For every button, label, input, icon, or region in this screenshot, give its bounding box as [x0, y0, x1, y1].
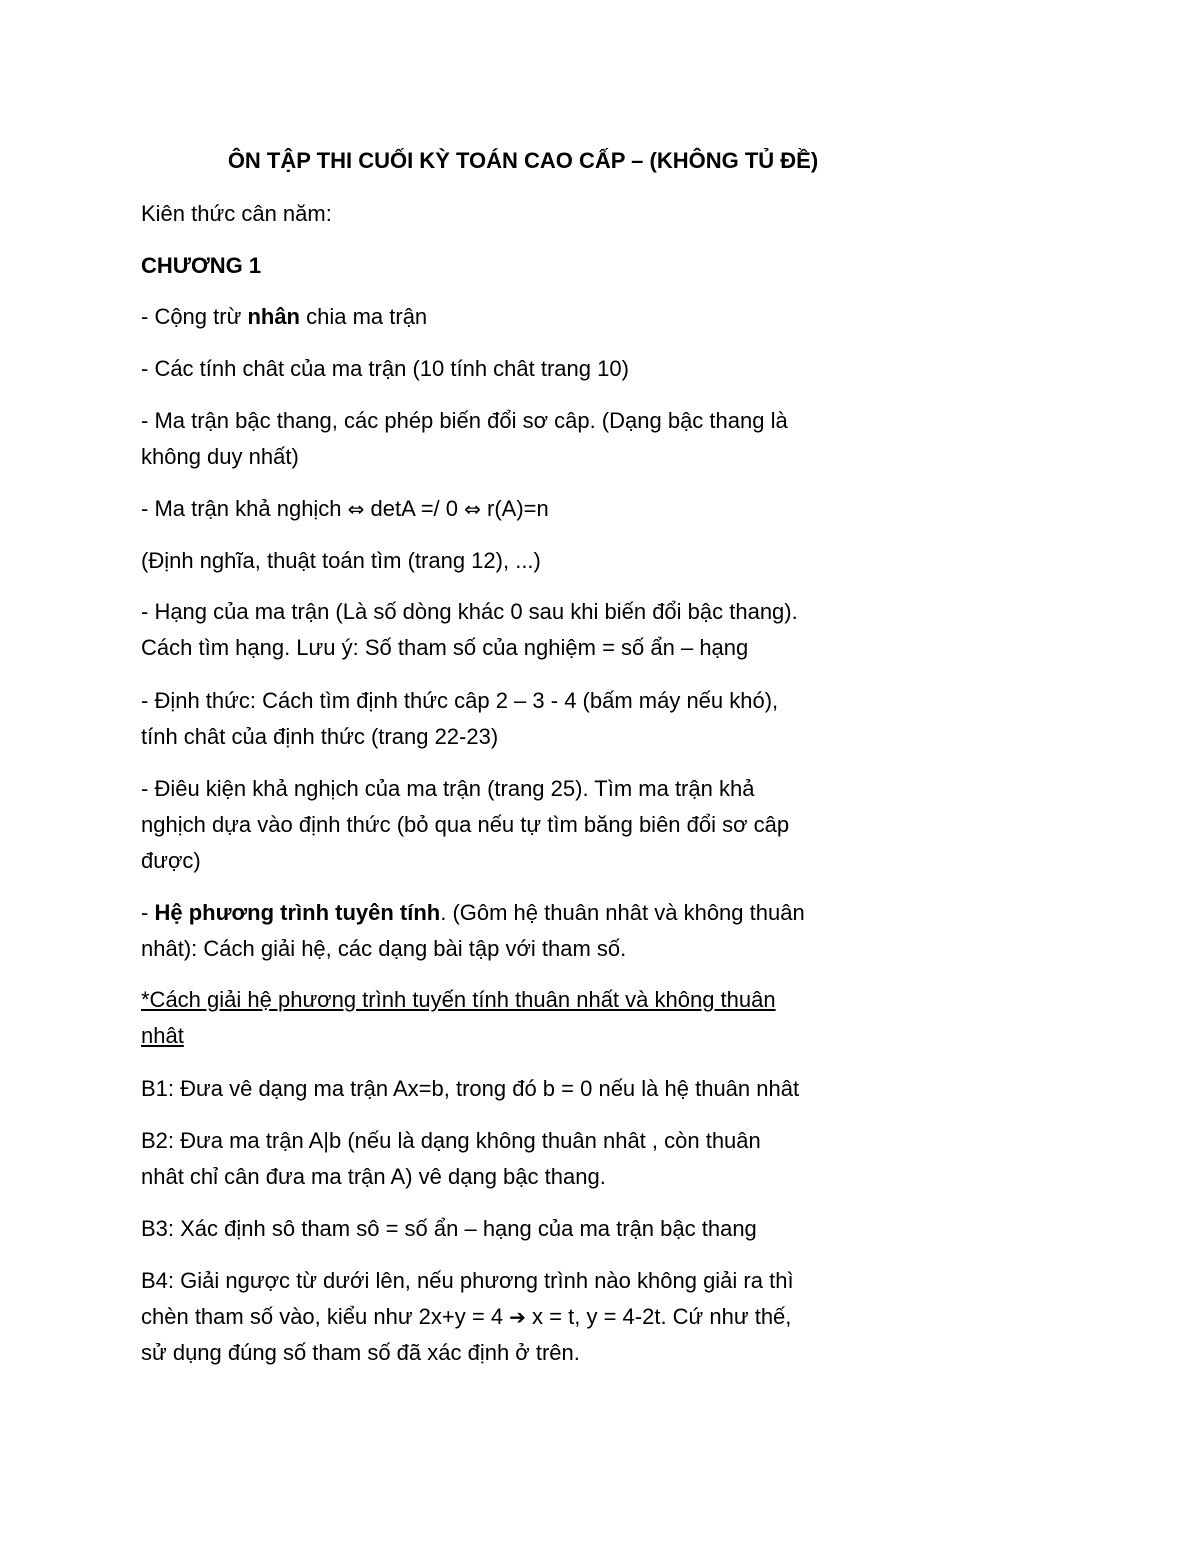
item-6-line-1: - Hạng của ma trận (Là số dòng khác 0 sau khi biến đổi bậc thang). — [141, 599, 798, 624]
item-4-post: r(A)=n — [480, 496, 549, 521]
step-b2-line-1: B2: Đưa ma trận A|b (nếu là dạng không thuân nhât , còn thuân — [141, 1128, 761, 1153]
document-title: ÔN TẬP THI CUỐI KỲ TOÁN CAO CẤP – (KHÔNG TỦ ĐỀ) — [227, 148, 819, 173]
method-heading — [141, 982, 901, 1054]
item-1 — [141, 299, 901, 335]
intro-text: Kiên thức cân năm: — [141, 201, 332, 226]
item-8 — [141, 771, 901, 879]
method-line-1: *Cách giải hệ phương trình tuyến tính thuân nhất và không thuân — [141, 987, 776, 1012]
step-b3: B3: Xác định sô tham sô = số ẩn – hạng của ma trận bậc thang — [141, 1216, 757, 1241]
equivalence-icon: ⇔ — [347, 497, 365, 521]
step-b4-line-2 — [141, 1299, 901, 1335]
item-5: (Định nghĩa, thuật toán tìm (trang 12), ...) — [141, 548, 541, 573]
item-9 — [141, 895, 901, 967]
item-1-bold: nhân — [247, 304, 300, 329]
step-b4-line-3: sử dụng đúng số tham số đã xác định ở trên. — [141, 1340, 580, 1365]
item-9-line-1 — [141, 895, 901, 931]
item-4-pre: - Ma trận khả nghịch — [141, 496, 348, 521]
item-1-post: chia ma trận — [300, 304, 428, 329]
item-4-mid: detA =/ 0 — [364, 496, 465, 521]
item-2: - Các tính chât của ma trận (10 tính chât trang 10) — [141, 356, 629, 381]
chapter-heading: CHƯƠNG 1 — [141, 253, 262, 278]
item-9-line-2: nhât): Cách giải hệ, các dạng bài tập với tham số. — [141, 936, 627, 961]
item-7-line-1: - Định thức: Cách tìm định thức câp 2 – 3 - 4 (bấm máy nếu khó), — [141, 688, 779, 713]
step-b4-line-1: B4: Giải ngược từ dưới lên, nếu phương trình nào không giải ra thì — [141, 1268, 794, 1293]
step-b2 — [141, 1123, 901, 1195]
item-8-line-2: nghịch dựa vào định thức (bỏ qua nếu tự tìm băng biên đổi sơ câp — [141, 812, 790, 837]
item-4 — [141, 491, 901, 527]
item-9-pre: - — [141, 900, 155, 925]
step-b4-line-2-post: x = t, y = 4-2t. Cứ như thế, — [525, 1304, 792, 1329]
item-7-line-2: tính chât của định thức (trang 22-23) — [141, 724, 499, 749]
step-b4-line-2-pre: chèn tham số vào, kiểu như 2x+y = 4 — [141, 1304, 510, 1329]
method-line-2: nhât — [141, 1023, 184, 1048]
step-b4 — [141, 1263, 901, 1371]
item-6 — [141, 594, 901, 666]
item-9-bold: Hệ phương trình tuyên tính — [154, 900, 441, 925]
item-3-line-2: không duy nhất) — [141, 444, 299, 469]
step-b2-line-2: nhât chỉ cân đưa ma trận A) vê dạng bậc thang. — [141, 1164, 606, 1189]
equivalence-icon: ⇔ — [464, 497, 481, 521]
arrow-right-icon: ➔ — [509, 1305, 526, 1329]
item-7 — [141, 683, 901, 755]
item-8-line-3: được) — [141, 848, 201, 873]
item-3 — [141, 403, 901, 475]
step-b1: B1: Đưa vê dạng ma trận Ax=b, trong đó b = 0 nếu là hệ thuân nhât — [141, 1076, 800, 1101]
item-6-line-2: Cách tìm hạng. Lưu ý: Số tham số của nghiệm = số ẩn – hạng — [141, 635, 749, 660]
item-9-post: . (Gôm hệ thuân nhât và không thuân — [440, 900, 805, 925]
item-3-line-1: - Ma trận bậc thang, các phép biến đổi sơ câp. (Dạng bậc thang là — [141, 408, 788, 433]
item-1-pre: - Cộng trừ — [141, 304, 248, 329]
item-8-line-1: - Điêu kiện khả nghịch của ma trận (trang 25). Tìm ma trận khả — [141, 776, 755, 801]
